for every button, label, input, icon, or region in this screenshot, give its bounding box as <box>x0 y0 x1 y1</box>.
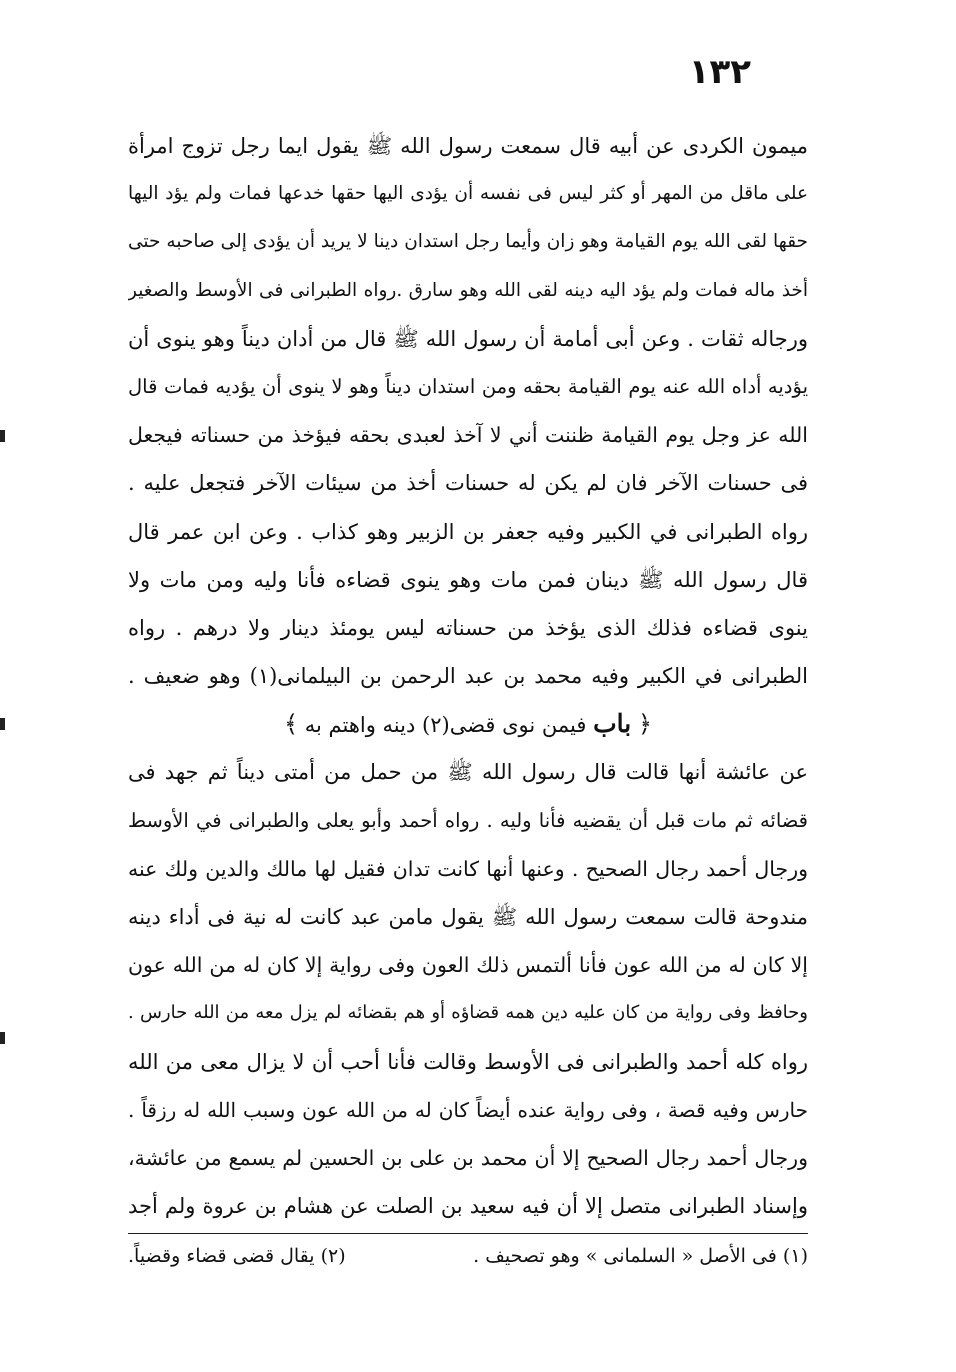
scan-margin-mark <box>0 1032 5 1044</box>
text-line: الطبرانى في الكبير وفيه محمد بن عبد الرحمن بن البيلمانى(١) وهو ضعيف . <box>128 664 808 689</box>
heading-text: فيمن نوى قضى(٢) دينه واهتم به <box>304 713 587 738</box>
scan-margin-mark <box>0 430 5 442</box>
text-line: مندوحة قالت سمعت رسول الله ﷺ يقول مامن عبد كانت له نية فى أداء دينه <box>128 905 808 929</box>
scan-margin-mark <box>0 718 5 730</box>
heading-bracket-open: ﴿ <box>637 710 652 739</box>
heading-bracket-close: ﴾ <box>283 710 299 739</box>
text-line: ورجال أحمد رجال الصحيح . وعنها أنها كانت تدان فقيل لها مالك والدين ولك عنه <box>128 856 808 881</box>
text-line: ورجاله ثقات . وعن أبى أمامة أن رسول الله ﷺ قال من أدان ديناً وهو ينوى أن <box>128 326 808 351</box>
text-line: رواه كله أحمد والطبرانى فى الأوسط وقالت فأنا أحب أن لا يزال معى من الله <box>128 1049 808 1074</box>
footnote-1: (١) فى الأصل « السلمانى » وهو تصحيف . <box>473 1245 808 1267</box>
text-line: الله عز وجل يوم القيامة ظننت أني لا آخذ لعبدى بحقه فيؤخذ من حسناته فيجعل <box>128 423 808 448</box>
text-line: حارس وفيه قصة ، وفى رواية عنده أيضاً كان له من الله عون وسبب الله له رزقاً . <box>128 1097 808 1122</box>
text-line: يؤديه أداه الله عنه يوم القيامة بحقه ومن استدان ديناً وهو لا ينوى أن يؤديه فمات قال <box>128 374 808 398</box>
text-line: رواه الطبرانى في الكبير وفيه جعفر بن الزبير وهو كذاب . وعن ابن عمر قال <box>128 519 808 544</box>
text-line: ينوى قضاءه فذلك الذى يؤخذ من حسناته ليس يومئذ دينار ولا درهم . رواه <box>128 615 808 640</box>
text-line: فى حسنات الآخر فان لم يكن له حسنات أخذ من سيئات الآخر فتجعل عليه . <box>128 471 808 496</box>
text-line: قال رسول الله ﷺ دينان فمن مات وهو ينوى قضاءه فأنا وليه ومن مات ولا <box>128 567 808 592</box>
text-line: قضائه ثم مات قبل أن يقضيه فأنا وليه . رواه أحمد وأبو يعلى والطبرانى في الأوسط <box>128 808 808 832</box>
page-number: ١٣٢ <box>688 52 751 92</box>
section-heading <box>128 700 808 748</box>
text-line: وحافظ وفى رواية من كان عليه دين همه قضاؤه أو هم بقضائه لم يزل معه من الله حارس . <box>128 1002 808 1024</box>
heading-bab: باب <box>593 709 632 739</box>
text-line: على ماقل من المهر أو كثر ليس فى نفسه أن يؤدى اليها حقها خدعها فمات ولم يؤد اليها <box>128 183 808 205</box>
main-text <box>128 122 808 1230</box>
text-line: ورجال أحمد رجال الصحيح إلا أن محمد بن على بن الحسين لم يسمع من عائشة، <box>128 1145 808 1170</box>
text-line: إلا كان له من الله عون فأنا ألتمس ذلك العون وفى رواية إلا كان له من الله عون <box>128 953 808 978</box>
text-line: عن عائشة أنها قالت قال رسول الله ﷺ من حمل من أمتى ديناً ثم جهد فى <box>128 760 808 785</box>
footnote-2: (٢) يقال قضى قضاء وقضياً. <box>128 1245 346 1267</box>
text-line: حقها لقى الله يوم القيامة وهو زان وأيما رجل استدان دينا لا يريد أن يؤدى إلى صاحبه حتى <box>128 231 808 253</box>
text-line: ميمون الكردى عن أبيه قال سمعت رسول الله ﷺ يقول ايما رجل تزوج امرأة <box>128 134 808 158</box>
footnote-divider <box>128 1233 808 1234</box>
text-line: وإسناد الطبرانى متصل إلا أن فيه سعيد بن الصلت عن هشام بن عروة ولم أجد <box>128 1194 808 1219</box>
footnotes <box>128 1238 808 1274</box>
text-line: أخذ ماله فمات ولم يؤد اليه دينه لقى الله وهو سارق .رواه الطبرانى فى الأوسط والصغير <box>128 279 808 301</box>
